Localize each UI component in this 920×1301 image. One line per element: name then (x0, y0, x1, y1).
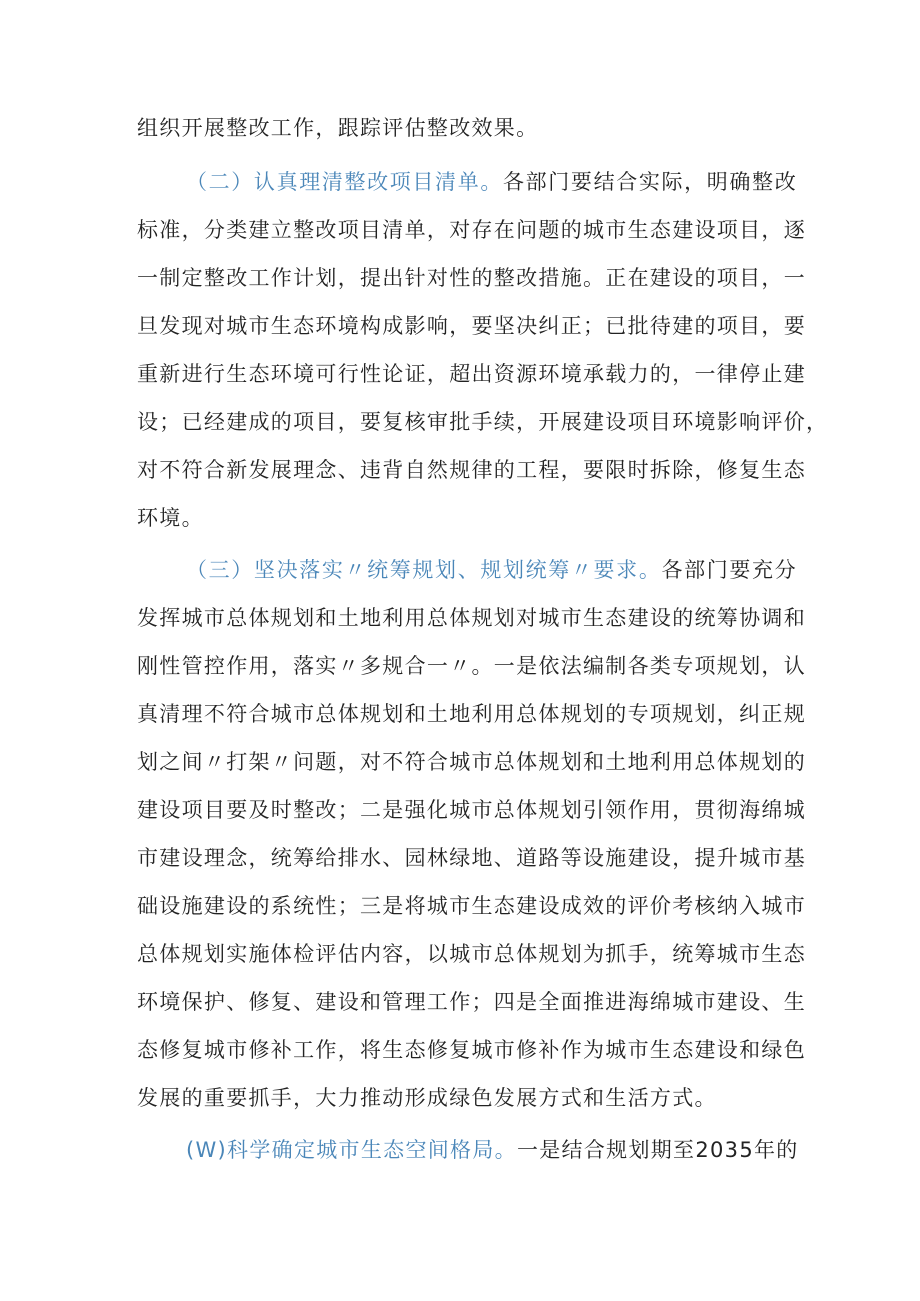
line-text: 标准，分类建立整改项目清单，对存在问题的城市生态建设项目，逐 (137, 218, 806, 242)
paragraph-line (137, 694, 806, 734)
paragraph-line (137, 258, 806, 298)
paragraph-line (137, 886, 806, 926)
section-heading: (W)科学确定城市生态空间格局。 (186, 1138, 517, 1162)
line-text: 环境保护、修复、建设和管理工作；四是全面推进海绵城市建设、生 (137, 990, 806, 1014)
line-text: 对不符合新发展理念、违背自然规律的工程，要限时拆除，修复生态 (137, 458, 806, 482)
line-text: 划之间〃打架〃问题，对不符合城市总体规划和土地利用总体规划的 (137, 750, 806, 774)
paragraph-line (137, 210, 806, 250)
line-text: 组织开展整改工作，跟踪评估整改效果。 (137, 116, 539, 140)
paragraph-line (137, 1078, 797, 1118)
paragraph-line (137, 742, 806, 782)
line-text: 一制定整改工作计划，提出针对性的整改措施。正在建设的项目，一 (137, 266, 806, 290)
line-text: 设；已经建成的项目，要复核审批手续，开展建设项目环境影响评价， (137, 410, 829, 434)
paragraph-line (137, 306, 806, 346)
line-text: 建设项目要及时整改；二是强化城市总体规划引领作用，贯彻海绵城 (137, 798, 806, 822)
paragraph-line (137, 354, 806, 394)
line-text: 各部门要充分 (661, 558, 797, 582)
line-text: 市建设理念，统筹给排水、园林绿地、道路等设施建设，提升城市基 (137, 846, 806, 870)
line-text: 总体规划实施体检评估内容，以城市总体规划为抓手，统筹城市生态 (137, 942, 806, 966)
paragraph-line (137, 402, 829, 442)
line-text: 真清理不符合城市总体规划和土地利用总体规划的专项规划，纠正规 (137, 702, 806, 726)
paragraph-line (137, 934, 806, 974)
paragraph-line (137, 108, 797, 148)
section-heading: （三）坚决落实〃统筹规划、规划统筹〃要求。 (186, 558, 662, 582)
line-text: 态修复城市修补工作，将生态修复城市修补作为城市生态建设和绿色 (137, 1038, 806, 1062)
line-text: 础设施建设的系统性；三是将城市生态建设成效的评价考核纳入城市 (137, 894, 806, 918)
paragraph-line (137, 1030, 806, 1070)
line-text: 各部门要结合实际，明确整改 (503, 170, 798, 194)
paragraph-line (137, 646, 806, 686)
paragraph-line (137, 838, 806, 878)
line-text: 刚性管控作用，落实〃多规合一〃。一是依法编制各类专项规划，认 (137, 654, 806, 678)
section-heading: （二）认真理清整改项目清单。 (186, 170, 503, 194)
line-text: 环境。 (137, 506, 204, 530)
paragraph-line (186, 550, 797, 590)
line-text: 一是结合规划期至2035年的 (516, 1138, 799, 1162)
paragraph-line (137, 982, 806, 1022)
line-text: 重新进行生态环境可行性论证，超出资源环境承载力的，一律停止建 (137, 362, 806, 386)
line-text: 发展的重要抓手，大力推动形成绿色发展方式和生活方式。 (137, 1086, 717, 1110)
paragraph-line (186, 1130, 797, 1170)
paragraph-line (137, 498, 797, 538)
paragraph-line (137, 598, 806, 638)
paragraph-line (137, 450, 806, 490)
paragraph-line (186, 162, 797, 202)
line-text: 发挥城市总体规划和土地利用总体规划对城市生态建设的统筹协调和 (137, 606, 806, 630)
paragraph-line (137, 790, 806, 830)
line-text: 旦发现对城市生态环境构成影响，要坚决纠正；已批待建的项目，要 (137, 314, 806, 338)
